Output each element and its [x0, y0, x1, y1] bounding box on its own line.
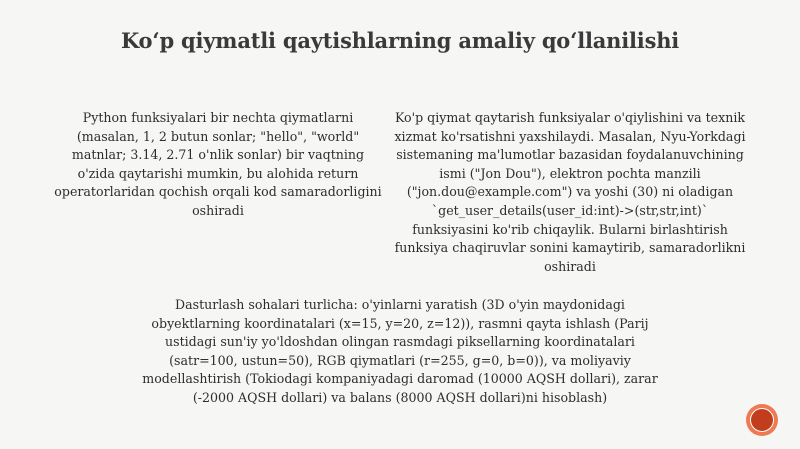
left-text-block: Python funksiyalari bir nechta qiymatlarni (masalan, 1, 2 butun sonlar; "hello", "world" matnlar; 3.14, 2.71 o'nlik sonlar) bir vaqtning o'zida qaytarishi mumkin, bu alohida return operatorlaridan qochish orqali kod samaradorligini oshiradi	[54, 110, 382, 218]
right-text-block: Ko'p qiymat qaytarish funksiyalar o'qiylishini va texnik xizmat ko'rsatishni yaxshilaydi. Masalan, Nyu-Yorkdagi sistemaning ma'lumotlar bazasidan foydalanuvchining ismi ("Jon Dou"), elektron pochta manzili ("jon.dou@example.com") va yoshi (30) ni oladigan `get_user_details(user_id:int)->(str,str,int)` funksiyasini ko'rib chiqaylik. Bularni birlashtirish funksiya chaqiruvlar sonini kamaytirib, samaradorlikni oshiradi	[394, 110, 746, 274]
bottom-text-block: Dasturlash sohalari turlicha: o'yinlarni yaratish (3D o'yin maydonidagi obyektlarning koordinatalari (x=15, y=20, z=12)), rasmni qayta ishlash (Parij ustidagi sun'iy yo'ldoshdan olingan rasmdagi piksellarning koordinatalari (satr=100, ustun=50), RGB qiymatlari (r=255, g=0, b=0)), va moliyaviy modellashtirish (Tokiodagi kompaniyadagi daromad (10000 AQSH dollari), zarar (-2000 AQSH dollari) va balans (8000 AQSH dollari)ni hisoblash)	[142, 297, 658, 405]
slide-title: Ko‘p qiymatli qaytishlarning amaliy qo‘llanilishi	[120, 28, 680, 53]
slide-nav-button[interactable]	[746, 404, 778, 436]
circle-nav-icon	[750, 408, 774, 432]
